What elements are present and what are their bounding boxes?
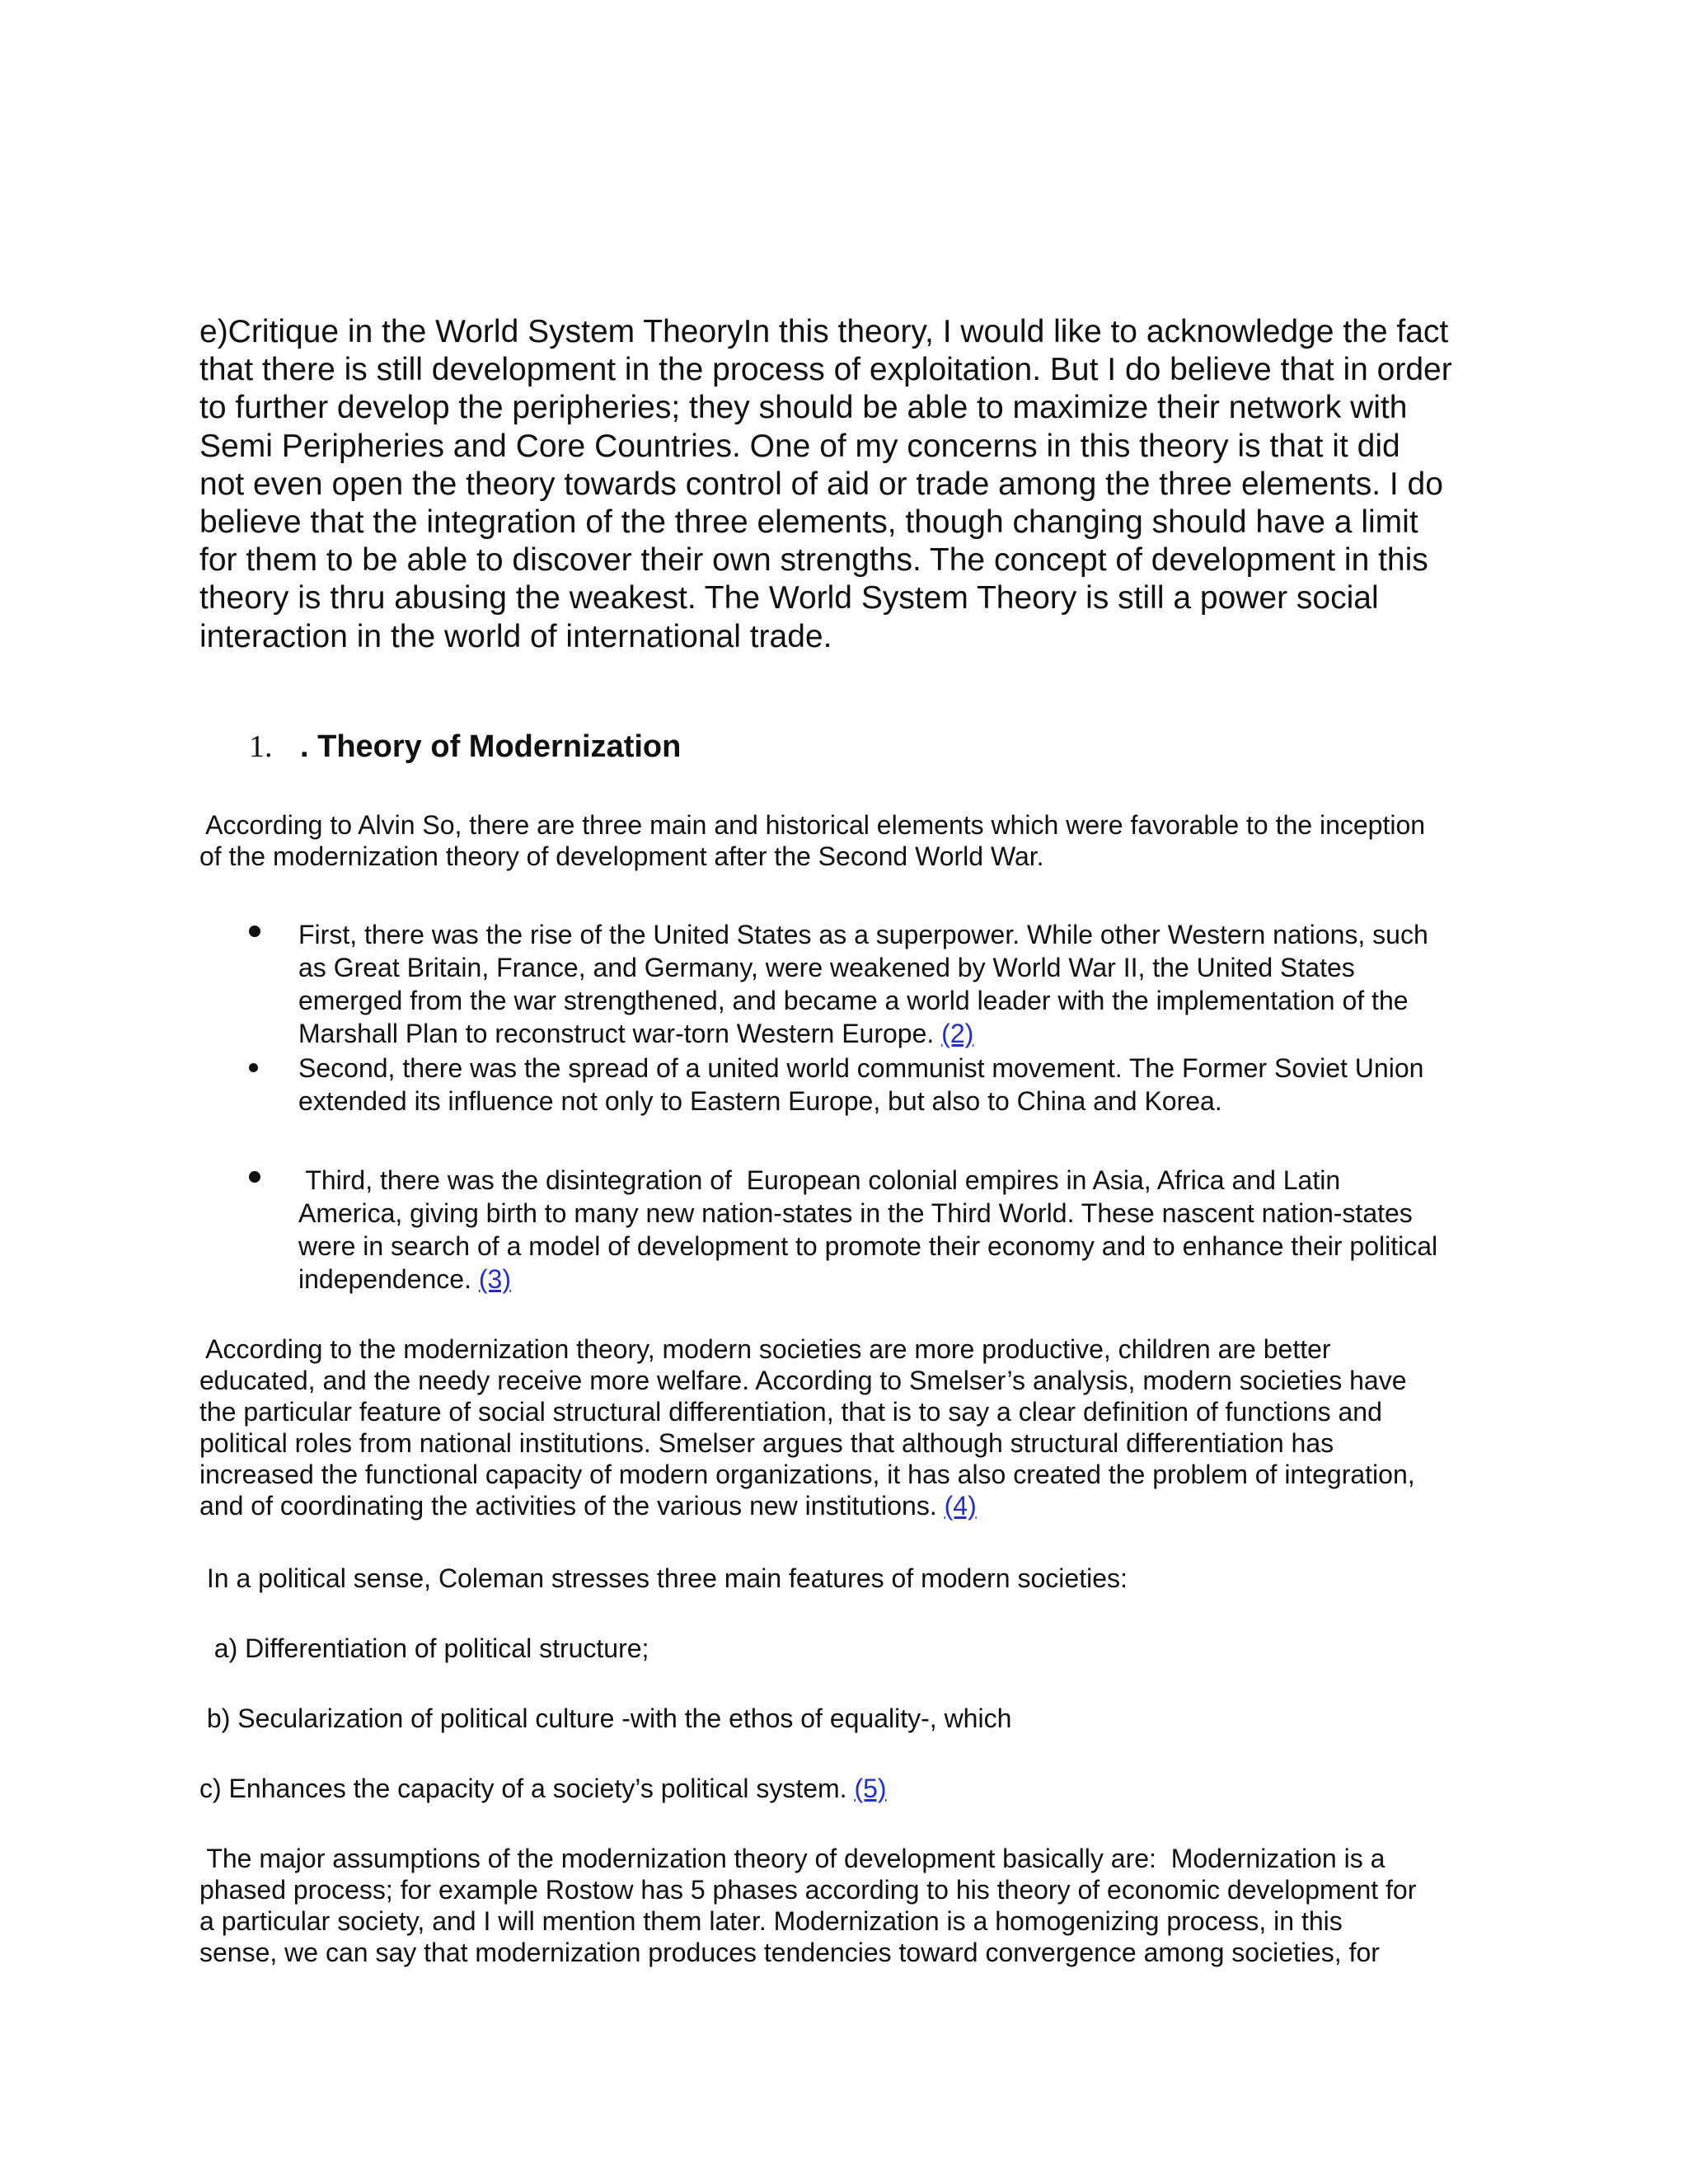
bullet-line: America, giving birth to many new nation-states in the Third World. These nascent nation-states xyxy=(298,1198,1413,1228)
coleman-item-c xyxy=(199,1773,1518,1804)
section-heading xyxy=(249,729,681,765)
paragraph-line: The major assumptions of the modernization theory of development basically are: Modernization is a xyxy=(199,1844,1386,1873)
paragraph-line: increased the functional capacity of modern organizations, it has also created the problem of integration, xyxy=(199,1460,1415,1489)
bullet-line: as Great Britain, France, and Germany, were weakened by World War II, the United States xyxy=(298,953,1355,982)
paragraph-line: educated, and the needy receive more welfare. According to Smelser’s analysis, modern societies have xyxy=(199,1366,1407,1395)
section-title: . Theory of Modernization xyxy=(300,729,682,764)
footnote-link[interactable]: (2) xyxy=(941,1019,974,1048)
bullet-dot xyxy=(249,1171,260,1183)
bullet-line xyxy=(298,1017,1502,1050)
bullet-line-text: Marshall Plan to reconstruct war-torn Western Europe. xyxy=(298,1019,942,1048)
paragraph-line: political roles from national institutions. Smelser argues that although structural differentiation has xyxy=(199,1428,1334,1458)
critique-line: that there is still development in the process of exploitation. But I do believe that in order xyxy=(199,352,1452,388)
critique-line: interaction in the world of international trade. xyxy=(199,618,832,654)
critique-line: e)Critique in the World System TheoryIn this theory, I would like to acknowledge the fact xyxy=(199,314,1449,349)
paragraph-line: the particular feature of social structural differentiation, that is to say a clear definition of functions and xyxy=(199,1397,1382,1427)
section-number: 1. xyxy=(249,729,273,764)
bullet-line xyxy=(298,1263,1502,1296)
critique-line: believe that the integration of the three elements, though changing should have a limit xyxy=(199,504,1418,541)
footnote-link[interactable]: (3) xyxy=(478,1264,511,1294)
bullet-line: emerged from the war strengthened, and became a world leader with the implementation of the xyxy=(298,986,1409,1015)
paragraph-line: a particular society, and I will mention them later. Modernization is a homogenizing process, in this xyxy=(199,1906,1343,1936)
bullet-item xyxy=(298,1164,1502,1296)
paragraph-line: phased process; for example Rostow has 5 phases according to his theory of economic development for xyxy=(199,1875,1417,1905)
critique-line: theory is thru abusing the weakest. The World System Theory is still a power social xyxy=(199,580,1379,616)
intro-line: According to Alvin So, there are three main and historical elements which were favorable to the inception xyxy=(199,810,1426,840)
critique-line: Semi Peripheries and Core Countries. One of my concerns in this theory is that it did xyxy=(199,428,1400,464)
bullet-dot xyxy=(249,926,260,937)
bullet-item xyxy=(298,1052,1502,1118)
paragraph-line xyxy=(199,1490,1518,1521)
critique-line: for them to be able to discover their own strengths. The concept of development in this xyxy=(199,542,1428,579)
footnote-link[interactable]: (5) xyxy=(854,1774,887,1803)
smelser-paragraph xyxy=(199,1333,1518,1521)
bullet-line: Third, there was the disintegration of European colonial empires in Asia, Africa and Latin xyxy=(298,1165,1341,1195)
critique-line: not even open the theory towards control of aid or trade among the three elements. I do xyxy=(199,466,1443,502)
bullet-item xyxy=(298,918,1502,1050)
intro-paragraph xyxy=(199,809,1518,872)
critique-line: to further develop the peripheries; they should be able to maximize their network with xyxy=(199,390,1408,426)
coleman-intro: In a political sense, Coleman stresses three main features of modern societies: xyxy=(199,1563,1128,1593)
paragraph-line: According to the modernization theory, modern societies are more productive, children are better xyxy=(199,1334,1331,1364)
bullet-line-text: independence. xyxy=(298,1264,479,1294)
bullet-dot xyxy=(249,1063,258,1072)
footnote-link[interactable]: (4) xyxy=(944,1491,977,1521)
bullet-line: were in search of a model of development to promote their economy and to enhance their political xyxy=(298,1231,1438,1261)
paragraph-line-text: and of coordinating the activities of the various new institutions. xyxy=(199,1491,945,1521)
coleman-item-a: a) Differentiation of political structure; xyxy=(199,1633,649,1663)
bullet-line: extended its influence not only to Eastern Europe, but also to China and Korea. xyxy=(298,1086,1222,1116)
bullet-line: First, there was the rise of the United States as a superpower. While other Western nations, such xyxy=(298,920,1428,949)
coleman-item-b: b) Secularization of political culture -with the ethos of equality-, which xyxy=(199,1704,1012,1733)
coleman-item-c-text: c) Enhances the capacity of a society’s political system. xyxy=(199,1774,855,1803)
critique-paragraph xyxy=(199,313,1502,656)
paragraph-line: sense, we can say that modernization produces tendencies toward convergence among societies, for xyxy=(199,1938,1380,1967)
assumptions-paragraph xyxy=(199,1843,1518,1968)
bullet-line: Second, there was the spread of a united world communist movement. The Former Soviet Union xyxy=(298,1053,1424,1083)
intro-line: of the modernization theory of development after the Second World War. xyxy=(199,841,1044,871)
